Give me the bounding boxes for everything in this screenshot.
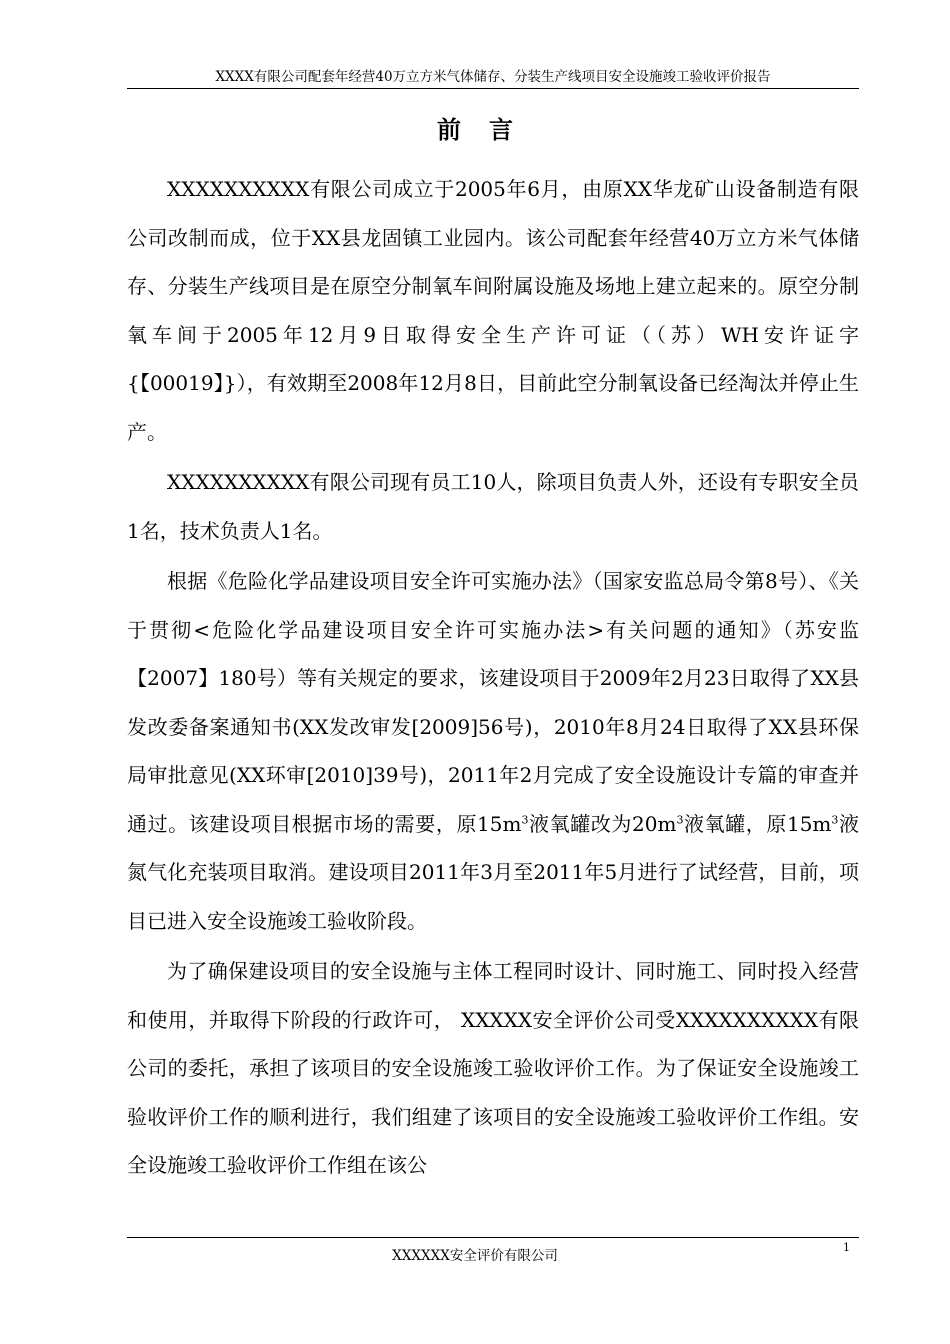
paragraph-text: 液氮气化充装项目取消。建设项目2011年3月至2011年5月进行了试经营，目前，项目已进入安全设施竣工验收阶段。 bbox=[127, 811, 859, 933]
paragraph-regulations bbox=[127, 557, 859, 945]
paragraph-company-intro bbox=[127, 165, 859, 456]
document-body bbox=[127, 165, 859, 1190]
paragraph-text: 根据《危险化学品建设项目安全许可实施办法》（国家安监总局令第8号）、《关于贯彻<危险化学品建设项目安全许可实施办法>有关问题的通知》（苏安监【2007】180号）等有关规定的要求，该建设项目于2009年2月23日取得了XX县发改委备案通知书(XX发改审发[2009]56号)，2010年8月24日取得了XX县环保局审批意见(XX环审[2010]39号)，2011年2月完成了安全设施设计专篇的审查并通过。该建设项目根据市场的需要，原15m bbox=[127, 569, 859, 836]
superscript-cubed: 3 bbox=[676, 812, 684, 826]
superscript-cubed: 3 bbox=[521, 812, 529, 826]
superscript-cubed: 3 bbox=[831, 812, 839, 826]
page-header bbox=[127, 66, 859, 89]
paragraph-evaluation bbox=[127, 947, 859, 1190]
page-number: 1 bbox=[843, 1241, 850, 1254]
paragraph-text: 液氧罐改为20m bbox=[528, 811, 677, 836]
paragraph-text: 为了确保建设项目的安全设施与主体工程同时设计、同时施工、同时投入经营和使用，并取得下阶段的行政许可， XXXXX安全评价公司受XXXXXXXXXX有限公司的委托，承担了该项目的安全设施竣工验收评价工作。为了保证安全设施竣工验收评价工作的顺利进行，我们组建了该项目的安全设施竣工验收评价工作组。安全设施竣工验收评价工作组在该公 bbox=[127, 959, 859, 1177]
paragraph-staff bbox=[127, 458, 859, 555]
footer-company: XXXXXX安全评价有限公司 bbox=[392, 1248, 558, 1264]
footer-divider bbox=[127, 1237, 859, 1238]
header-text: XXXX有限公司配套年经营40万立方米气体储存、分装生产线项目安全设施竣工验收评价报告 bbox=[215, 69, 771, 85]
paragraph-text: 液氧罐，原15m bbox=[683, 811, 832, 836]
page-title: 前言 bbox=[437, 115, 541, 144]
paragraph-text: XXXXXXXXXX有限公司成立于2005年6月，由原XX华龙矿山设备制造有限公司改制而成，位于XX县龙固镇工业园内。该公司配套年经营40万立方米气体储存、分装生产线项目是在原空分制氧车间附属设施及场地上建立起来的。原空分制氧车间于2005年12月9日取得安全生产许可证（（苏）WH安许证字{【00019】}），有效期至2008年12月8日，目前此空分制氧设备已经淘汰并停止生产。 bbox=[127, 177, 859, 444]
paragraph-text: XXXXXXXXXX有限公司现有员工10人，除项目负责人外，还设有专职安全员1名，技术负责人1名。 bbox=[127, 470, 859, 543]
